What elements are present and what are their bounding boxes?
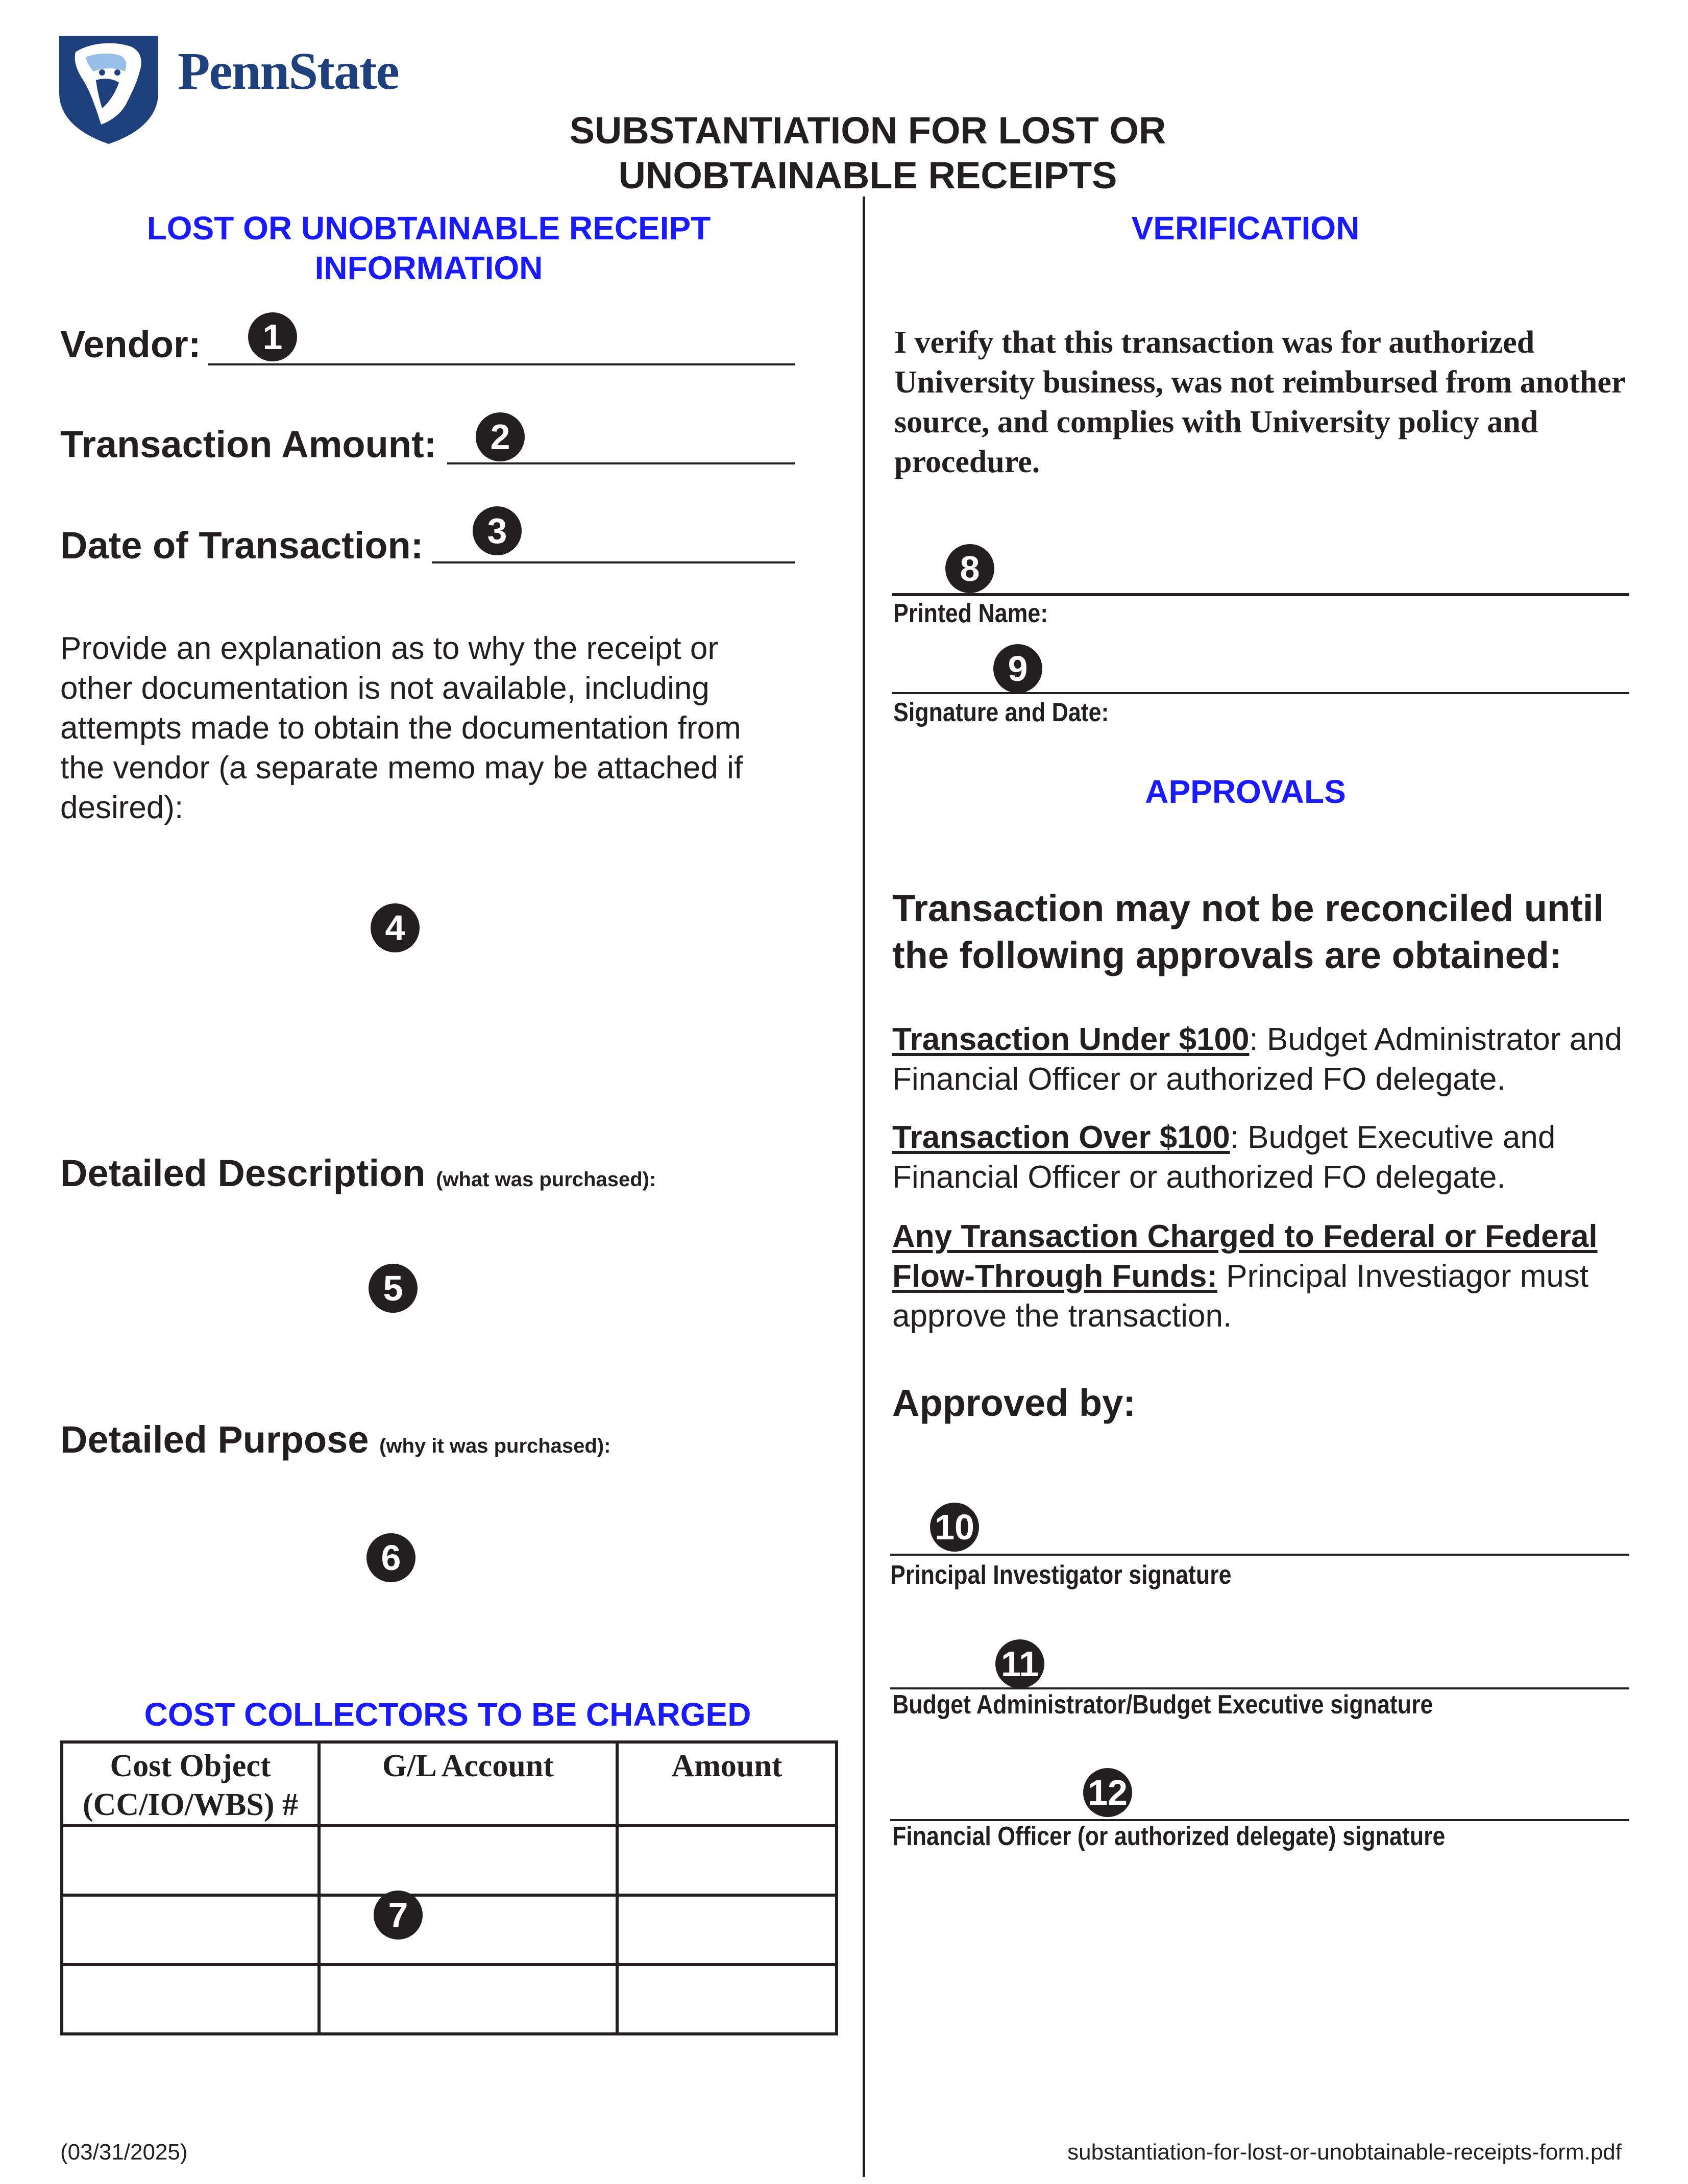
- detailed-purpose-note: (why it was purchased):: [379, 1435, 611, 1457]
- badge-6: 6: [366, 1533, 415, 1582]
- form-title: [459, 108, 1276, 198]
- rule-federal-title: Any Transaction Charged to Federal or Federal Flow-Through Funds:: [892, 1219, 1598, 1294]
- badge-10: 10: [930, 1503, 979, 1552]
- cell-gl-account[interactable]: [319, 1965, 617, 2034]
- financial-officer-signature-label: Financial Officer (or authorized delegate) signature: [892, 1822, 1446, 1851]
- header-amount: Amount: [617, 1742, 837, 1826]
- transaction-amount-label: Transaction Amount:: [60, 423, 437, 465]
- badge-11: 11: [995, 1639, 1044, 1688]
- cost-collectors-heading: COST COLLECTORS TO BE CHARGED: [144, 1696, 751, 1733]
- form-title-line2: UNOBTAINABLE RECEIPTS: [618, 154, 1117, 197]
- detailed-description-label: [60, 1151, 656, 1195]
- approval-rule-over-100: [892, 1118, 1632, 1197]
- cell-gl-account[interactable]: [319, 1826, 617, 1895]
- table-row: [62, 1826, 837, 1895]
- pennstate-logo: [55, 32, 433, 149]
- badge-4: 4: [371, 903, 420, 952]
- header-gl-account: G/L Account: [319, 1742, 617, 1826]
- nittany-lion-shield-icon: [55, 32, 162, 145]
- explanation-instructions: Provide an explanation as to why the receipt or other documentation is not available, including attempts made to obtain the documentation from the vendor (a separate memo may be attached if desired):: [60, 631, 743, 825]
- printed-name-label: Printed Name:: [893, 599, 1048, 628]
- badge-7: 7: [374, 1891, 423, 1940]
- footer-date: (03/31/2025): [60, 2140, 188, 2165]
- approvals-intro: Transaction may not be reconciled until the following approvals are obtained:: [892, 887, 1604, 976]
- transaction-date-field[interactable]: [432, 561, 795, 563]
- form-title-line1: SUBSTANTIATION FOR LOST OR: [569, 109, 1166, 152]
- logo-wordmark: PennState: [178, 42, 399, 101]
- receipt-info-heading-line2: INFORMATION: [314, 250, 543, 286]
- verification-statement: I verify that this transaction was for authorized University business, was not reimbursed from another source, and complies with University policy and procedure.: [894, 325, 1625, 479]
- detailed-purpose-title: Detailed Purpose: [60, 1418, 369, 1461]
- cell-amount[interactable]: [617, 1826, 837, 1895]
- header-cost-object: Cost Object (CC/IO/WBS) #: [62, 1742, 319, 1826]
- cell-cost-object[interactable]: [62, 1895, 319, 1965]
- vendor-label: Vendor:: [60, 323, 201, 365]
- badge-5: 5: [369, 1264, 418, 1313]
- badge-2: 2: [476, 412, 525, 461]
- transaction-date-label: Date of Transaction:: [60, 524, 424, 567]
- badge-9: 9: [993, 644, 1042, 693]
- transaction-amount-field[interactable]: [447, 462, 795, 464]
- receipt-info-heading-line1: LOST OR UNOBTAINABLE RECEIPT: [146, 210, 711, 247]
- approval-rule-federal: [892, 1217, 1637, 1336]
- cell-amount[interactable]: [617, 1965, 837, 2034]
- cell-gl-account[interactable]: [319, 1895, 617, 1965]
- badge-8: 8: [945, 544, 994, 593]
- printed-name-field[interactable]: [892, 593, 1629, 596]
- rule-over-100-text: : Budget Executive and Financial Officer or authorized FO delegate.: [892, 1120, 1556, 1195]
- detailed-description-field[interactable]: [60, 1205, 795, 1388]
- table-header-row: [62, 1742, 837, 1826]
- signature-date-field[interactable]: [892, 692, 1629, 694]
- detailed-purpose-field[interactable]: [60, 1470, 795, 1664]
- verification-heading: VERIFICATION: [1131, 210, 1360, 247]
- approval-rule-under-100: [892, 1020, 1632, 1099]
- cost-collectors-table: [60, 1740, 838, 2035]
- table-row: [62, 1895, 837, 1965]
- vendor-field[interactable]: [208, 363, 795, 365]
- badge-12: 12: [1083, 1768, 1132, 1817]
- rule-under-100-text: : Budget Administrator and Financial Officer or authorized FO delegate.: [892, 1022, 1623, 1097]
- rule-over-100-title: Transaction Over $100: [892, 1120, 1230, 1155]
- detailed-purpose-label: [60, 1418, 611, 1461]
- rule-federal-text: Principal Investiagor must approve the transaction.: [892, 1259, 1589, 1334]
- explanation-field[interactable]: [60, 837, 795, 1123]
- approvals-heading: APPROVALS: [1145, 773, 1346, 810]
- cell-cost-object[interactable]: [62, 1826, 319, 1895]
- detailed-description-note: (what was purchased):: [436, 1168, 656, 1191]
- budget-signature-label: Budget Administrator/Budget Executive signature: [892, 1690, 1433, 1720]
- detailed-description-title: Detailed Description: [60, 1152, 426, 1194]
- signature-date-label: Signature and Date:: [893, 698, 1109, 727]
- footer-filename: substantiation-for-lost-or-unobtainable-receipts-form.pdf: [1067, 2140, 1622, 2165]
- principal-investigator-signature-field[interactable]: [890, 1554, 1629, 1556]
- cell-cost-object[interactable]: [62, 1965, 319, 2034]
- table-row: [62, 1965, 837, 2034]
- badge-1: 1: [248, 312, 297, 361]
- column-divider: [863, 197, 865, 2177]
- principal-investigator-signature-label: Principal Investigator signature: [890, 1560, 1232, 1590]
- cell-amount[interactable]: [617, 1895, 837, 1965]
- rule-under-100-title: Transaction Under $100: [892, 1022, 1250, 1057]
- badge-3: 3: [473, 506, 522, 555]
- approved-by-label: Approved by:: [892, 1382, 1136, 1424]
- receipt-info-heading: [82, 208, 776, 288]
